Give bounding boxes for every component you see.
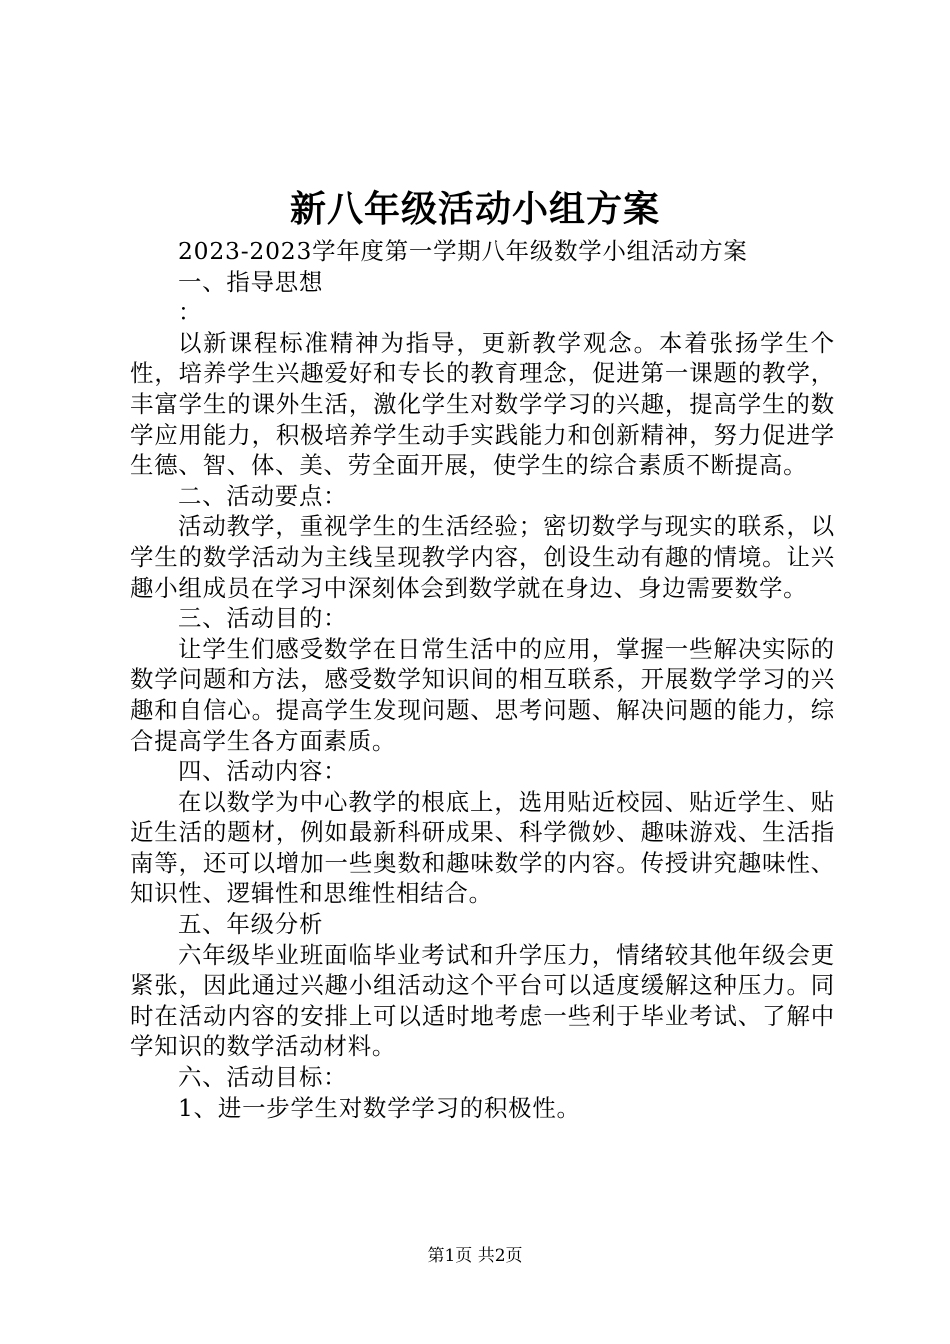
section-heading: 六、活动目标： bbox=[178, 1063, 348, 1092]
document-title: 新八年级活动小组方案 bbox=[289, 188, 660, 230]
subtitle-paragraph: 2023-2023学年度第一学期八年级数学小组活动方案 bbox=[178, 237, 748, 265]
section-heading: 四、活动内容： bbox=[178, 757, 348, 786]
body-paragraph: 六年级毕业班面临毕业考试和升学压力，情绪较其他年级会更紧张，因此通过兴趣小组活动这个平台可以适度缓解这种压力。同时在活动内容的安排上可以适时地考虑一些利于毕业考试、了解中学知识的数学活动材料。 bbox=[130, 940, 835, 1061]
document-body bbox=[130, 236, 835, 1123]
section-heading: 一、指导思想 bbox=[178, 267, 324, 296]
page-number-footer: 第1页 共2页 bbox=[427, 1246, 523, 1266]
body-paragraph: 活动教学，重视学生的生活经验；密切数学与现实的联系，以学生的数学活动为主线呈现教学内容，创设生动有趣的情境。让兴趣小组成员在学习中深刻体会到数学就在身边、身边需要数学。 bbox=[130, 512, 835, 602]
body-paragraph: 以新课程标准精神为指导，更新教学观念。本着张扬学生个性，培养学生兴趣爱好和专长的教育理念，促进第一课题的教学，丰富学生的课外生活，激化学生对数学学习的兴趣，提高学生的数学应用能力，积极培养学生动手实践能力和创新精神，努力促进学生德、智、体、美、劳全面开展，使学生的综合素质不断提高。 bbox=[130, 328, 835, 480]
list-item: 1、进一步学生对数学学习的积极性。 bbox=[178, 1093, 581, 1122]
section-heading: 二、活动要点： bbox=[178, 481, 348, 510]
body-paragraph: 在以数学为中心教学的根底上，选用贴近校园、贴近学生、贴近生活的题材，例如最新科研成果、科学微妙、趣味游戏、生活指南等，还可以增加一些奥数和趣味数学的内容。传授讲究趣味性、知识性、逻辑性和思维性相结合。 bbox=[130, 787, 835, 908]
section-heading: 五、年级分析 bbox=[178, 910, 324, 939]
stray-colon: ： bbox=[178, 298, 203, 327]
body-paragraph: 让学生们感受数学在日常生活中的应用，掌握一些解决实际的数学问题和方法，感受数学知识间的相互联系，开展数学学习的兴趣和自信心。提高学生发现问题、思考问题、解决问题的能力，综合提高学生各方面素质。 bbox=[130, 634, 835, 755]
section-heading: 三、活动目的： bbox=[178, 604, 348, 633]
